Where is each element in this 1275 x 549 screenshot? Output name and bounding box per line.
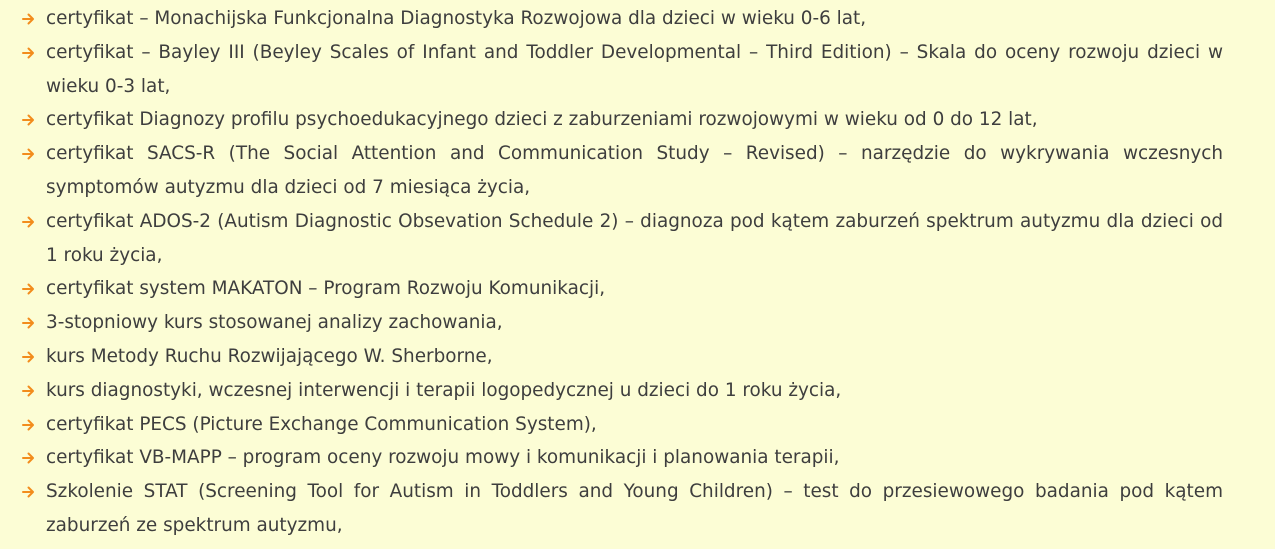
- arrow-right-icon: [22, 36, 36, 70]
- list-item: [22, 205, 1223, 273]
- arrow-right-icon: [22, 306, 36, 340]
- arrow-right-icon: [22, 475, 36, 509]
- list-item-text: certyfikat Diagnozy profilu psychoedukacyjnego dzieci z zaburzeniami rozwojowymi w wieku od 0 do 12 lat,: [46, 109, 1038, 131]
- arrow-right-icon: [22, 2, 36, 36]
- list-item-text: certyfikat ADOS-2 (Autism Diagnostic Obsevation Schedule 2) – diagnoza pod kątem zaburzeń spektrum autyzmu dla dzieci od 1 roku życia,: [46, 210, 1223, 266]
- arrow-right-icon: [22, 374, 36, 408]
- list-item-text: certyfikat – Monachijska Funkcjonalna Diagnostyka Rozwojowa dla dzieci w wieku 0-6 lat,: [46, 8, 867, 29]
- list-item-text: kurs diagnostyki, wczesnej interwencji i terapii logopedycznej u dzieci do 1 roku życia,: [46, 379, 842, 401]
- list-item-text: certyfikat PECS (Picture Exchange Communication System),: [46, 413, 597, 435]
- list-item: [22, 408, 1223, 442]
- list-item: [22, 441, 1223, 475]
- list-item: [22, 340, 1223, 374]
- list-item-text: certyfikat – Bayley III (Beyley Scales of Infant and Toddler Developmental – Third Edition) – Skala do oceny rozwoju dzieci w wieku 0-3 lat,: [46, 41, 1223, 97]
- list-item-text: certyfikat SACS-R (The Social Attention and Communication Study – Revised) – narzędzie do wykrywania wczesnych symptomów autyzmu dla dzieci od 7 miesiąca życia,: [46, 143, 1223, 198]
- arrow-right-icon: [22, 272, 36, 306]
- arrow-right-icon: [22, 340, 36, 374]
- list-item: [22, 137, 1223, 205]
- list-item-text: Szkolenie STAT (Screening Tool for Autism in Toddlers and Young Children) – test do przesiewowego badania pod kątem zaburzeń ze spektrum autyzmu,: [46, 481, 1223, 536]
- list-item: [22, 36, 1223, 104]
- list-item: [22, 306, 1223, 340]
- arrow-right-icon: [22, 408, 36, 442]
- list-item-text: 3-stopniowy kurs stosowanej analizy zachowania,: [46, 312, 503, 334]
- arrow-right-icon: [22, 137, 36, 171]
- list-item: [22, 103, 1223, 137]
- list-item: [22, 2, 1223, 36]
- arrow-right-icon: [22, 103, 36, 137]
- list-item: [22, 374, 1223, 408]
- list-item-text: certyfikat VB-MAPP – program oceny rozwoju mowy i komunikacji i planowania terapii,: [46, 447, 840, 469]
- arrow-right-icon: [22, 441, 36, 475]
- list-item: [22, 475, 1223, 543]
- list-item-text: kurs Metody Ruchu Rozwijającego W. Sherborne,: [46, 345, 493, 367]
- list-item: [22, 272, 1223, 306]
- list-item-text: certyfikat system MAKATON – Program Rozwoju Komunikacji,: [46, 278, 606, 300]
- arrow-right-icon: [22, 205, 36, 239]
